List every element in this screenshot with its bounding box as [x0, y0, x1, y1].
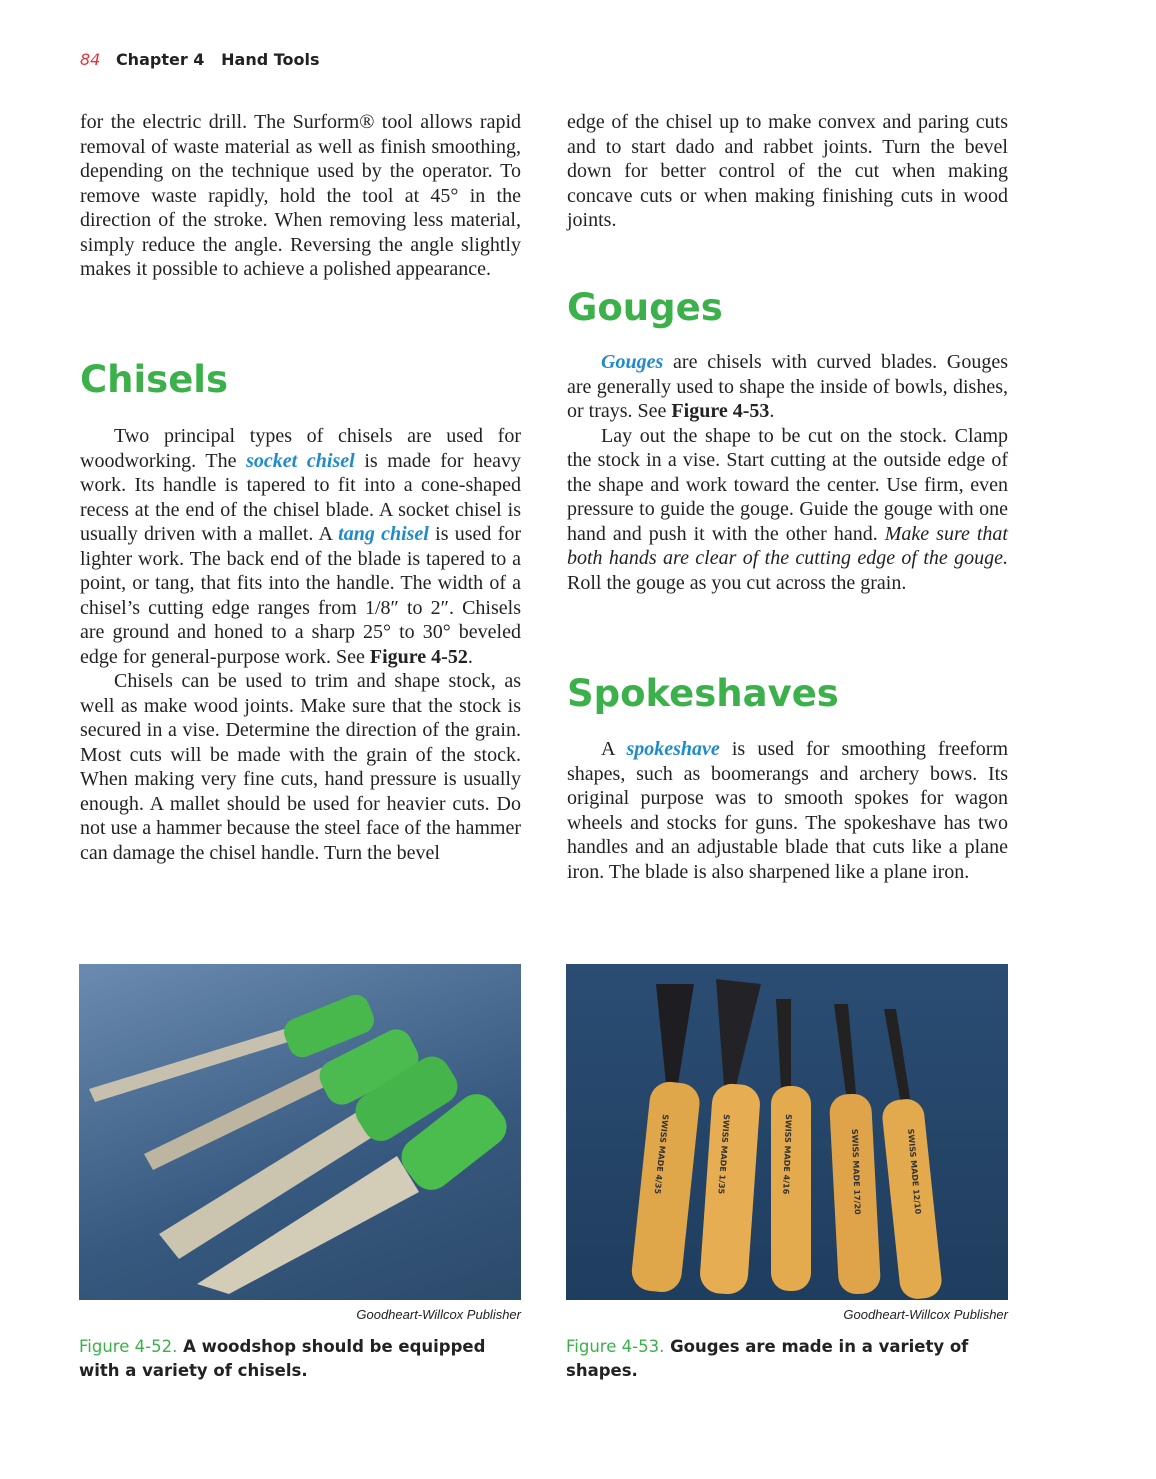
- text: A: [601, 738, 627, 760]
- gouge-label: SWISS MADE 4/35: [652, 1113, 670, 1195]
- gouges-illustration: [566, 964, 1008, 1300]
- gouge-label: SWISS MADE 4/16: [781, 1113, 793, 1195]
- figure-4-53-photo: [566, 964, 1008, 1300]
- text: are chisels with curved blades. Gouges are generally used to shape the inside of bowls, dishes, or trays. See: [567, 351, 1008, 422]
- left-column-chisels: [80, 424, 521, 865]
- text: .: [769, 400, 775, 422]
- gouge: [771, 999, 811, 1291]
- photo-credit: Goodheart-Willcox Publisher: [356, 1307, 521, 1322]
- paragraph: for the electric drill. The Surform® tool allows rapid removal of waste material as well as finish smoothing, depending on the technique used by the operator. To remove waste rapidly, hold the tool at 45° in the direction of the stroke. When removing less material, simply reduce the angle. Reversing the angle slightly makes it possible to achieve a polished appearance.: [80, 111, 521, 280]
- chapter-title: Hand Tools: [221, 50, 320, 69]
- right-column-gouges: [567, 350, 1008, 595]
- term-spokeshave: spokeshave: [626, 738, 720, 760]
- heading-chisels: Chisels: [80, 358, 228, 401]
- figure-number: Figure 4-53.: [566, 1337, 665, 1356]
- paragraph: Chisels can be used to trim and shape stock, as well as make wood joints. Make sure that the stock is secured in a vise. Determine the direction of the grain. Most cuts will be made with the grain of the stock. When making very fine cuts, hand pressure is usually enough. A mallet should be used for heavier cuts. Do not use a hammer because the steel face of the hammer can damage the chisel handle. Turn the bevel: [80, 670, 521, 864]
- text: is used for lighter work. The back end of the blade is tapered to a point, or tang, that fits into the handle. The width of a chisel’s cutting edge ranges from 1/8″ to 2″. Chisels are ground and honed to a sharp 25° to 30° beveled edge for general-purpose work. See: [80, 523, 522, 668]
- page-number: 84: [80, 50, 101, 69]
- gouge-label: SWISS MADE 12/10: [906, 1128, 923, 1215]
- gouge-label: SWISS MADE 1/35: [716, 1113, 731, 1195]
- text: Two principal types of chisels are used for woodworking. The: [80, 425, 521, 472]
- heading-spokeshaves: Spokeshaves: [567, 672, 839, 715]
- running-header: [80, 50, 320, 69]
- gouge: [630, 984, 702, 1294]
- term-socket-chisel: socket chisel: [246, 449, 355, 472]
- gouge: [699, 979, 762, 1295]
- figure-4-52-photo: [79, 964, 521, 1300]
- left-column-intro: [80, 110, 521, 282]
- text: is made for heavy work. Its handle is tapered to fit into a cone-shaped recess at the end of the chisel blade. A socket chisel is usually driven with a mallet. A: [80, 449, 521, 545]
- right-column-intro: [567, 110, 1008, 233]
- paragraph: [567, 424, 1008, 596]
- text: Lay out the shape to be cut on the stock. Clamp the stock in a vise. Start cutting at the outside edge of the shape and work toward the center. Use firm, even pressure to guide the gouge. Guide the gouge with one hand and push it with the other hand.: [567, 424, 1008, 545]
- caption-text: A woodshop should be equipped with a variety of chisels.: [79, 1337, 486, 1380]
- paragraph: [80, 424, 521, 669]
- chapter-label: Chapter 4: [115, 50, 205, 69]
- photo-credit: Goodheart-Willcox Publisher: [843, 1307, 1008, 1322]
- text: .: [467, 645, 473, 668]
- right-column-spokeshaves: [567, 737, 1008, 884]
- figure-reference: Figure 4-52: [369, 645, 468, 668]
- figure-caption: [566, 1335, 1008, 1383]
- figure-reference: Figure 4-53: [671, 400, 770, 422]
- heading-gouges: Gouges: [567, 286, 723, 329]
- paragraph: edge of the chisel up to make convex and paring cuts and to start dado and rabbet joints. Turn the bevel down for better control of the cut when making concave cuts or when making finishing cuts in wood joints.: [567, 111, 1008, 231]
- gouge-label: SWISS MADE 17/20: [850, 1128, 862, 1215]
- figure-number: Figure 4-52.: [79, 1337, 178, 1356]
- term-tang-chisel: tang chisel: [338, 523, 429, 545]
- paragraph: [567, 350, 1008, 424]
- gouge: [881, 1009, 944, 1300]
- safety-note: Make sure that both hands are clear of the cutting edge of the gouge.: [567, 522, 1008, 569]
- chisels-illustration: [79, 964, 521, 1300]
- figure-caption: [79, 1335, 521, 1383]
- gouge: [829, 1004, 881, 1295]
- paragraph: [567, 737, 1008, 884]
- text: Roll the gouge as you cut across the grain.: [567, 571, 907, 594]
- text: is used for smoothing freeform shapes, such as boomerangs and archery bows. Its original purpose was to smooth spokes for wagon wheels and stocks for guns. The spokeshave has two handles and an adjustable blade that cuts like a plane iron. The blade is also sharpened like a plane iron.: [567, 738, 1009, 883]
- term-gouges: Gouges: [601, 351, 664, 373]
- caption-text: Gouges are made in a variety of shapes.: [566, 1337, 969, 1380]
